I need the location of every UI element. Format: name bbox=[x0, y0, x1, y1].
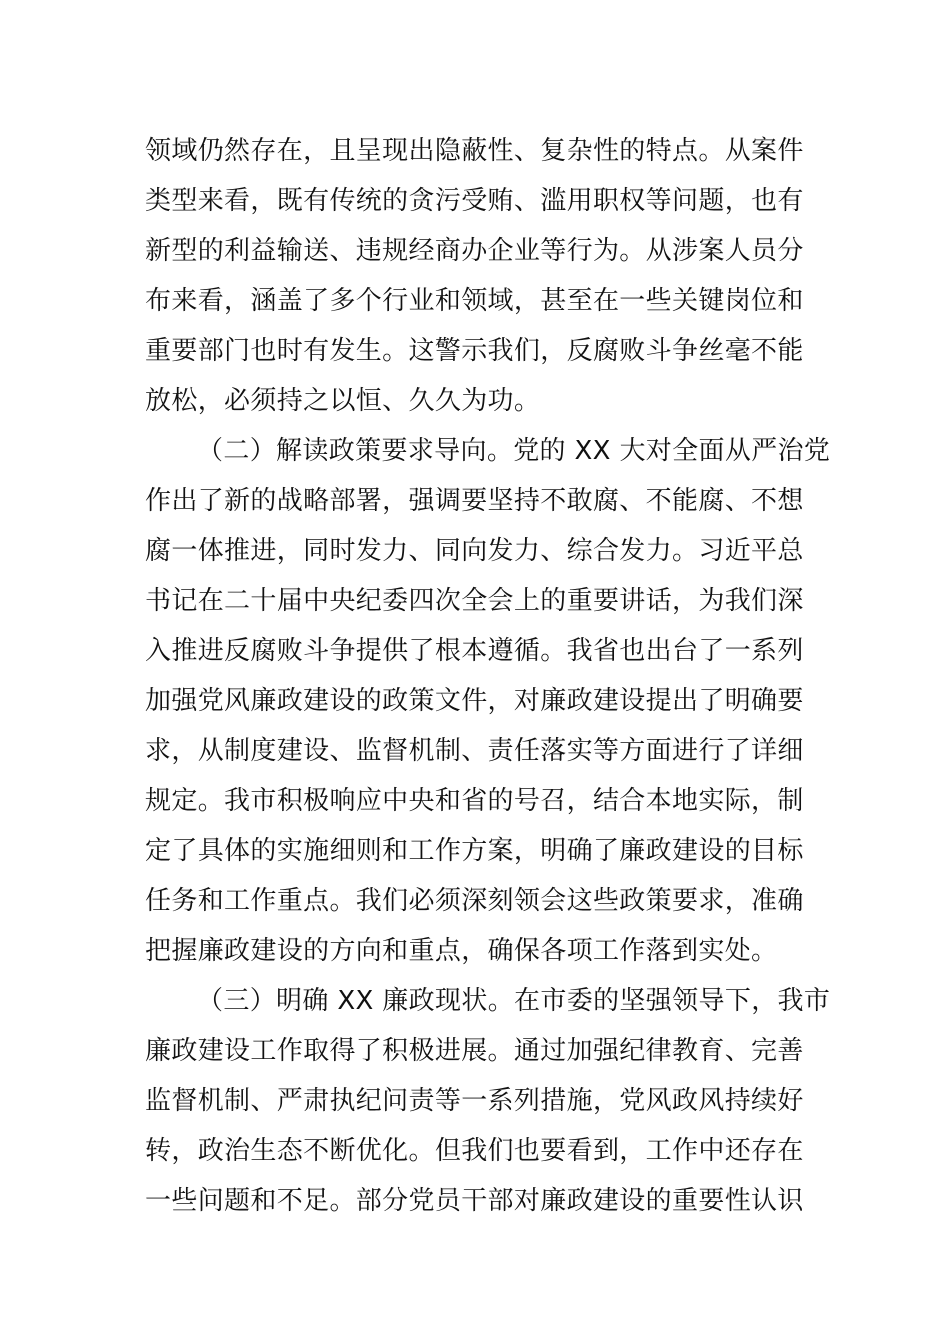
text-line: 定了具体的实施细则和工作方案，明确了廉政建设的目标 bbox=[145, 836, 804, 866]
text-line: 放松，必须持之以恒、久久为功。 bbox=[145, 386, 541, 416]
text-line: 布来看，涵盖了多个行业和领域，甚至在一些关键岗位和 bbox=[145, 286, 804, 316]
text-line: 把握廉政建设的方向和重点，确保各项工作落到实处。 bbox=[145, 936, 778, 966]
text-line: 加强党风廉政建设的政策文件，对廉政建设提出了明确要 bbox=[145, 686, 804, 716]
section-heading-line: （二）解读政策要求导向。党的 XX 大对全面从严治党 bbox=[197, 436, 831, 466]
text-line: 规定。我市积极响应中央和省的号召，结合本地实际，制 bbox=[145, 786, 804, 816]
text-line: 入推进反腐败斗争提供了根本遵循。我省也出台了一系列 bbox=[145, 636, 804, 666]
text-line: 领域仍然存在，且呈现出隐蔽性、复杂性的特点。从案件 bbox=[145, 136, 804, 166]
text-line: 廉政建设工作取得了积极进展。通过加强纪律教育、完善 bbox=[145, 1036, 804, 1066]
text-line: 新型的利益输送、违规经商办企业等行为。从涉案人员分 bbox=[145, 236, 804, 266]
text-line: 求，从制度建设、监督机制、责任落实等方面进行了详细 bbox=[145, 736, 804, 766]
section-heading-line: （三）明确 XX 廉政现状。在市委的坚强领导下，我市 bbox=[197, 986, 831, 1016]
text-line: 书记在二十届中央纪委四次全会上的重要讲话，为我们深 bbox=[145, 586, 804, 616]
text-line: 任务和工作重点。我们必须深刻领会这些政策要求，准确 bbox=[145, 886, 804, 916]
text-line: 转，政治生态不断优化。但我们也要看到，工作中还存在 bbox=[145, 1136, 804, 1166]
text-line: 作出了新的战略部署，强调要坚持不敢腐、不能腐、不想 bbox=[145, 486, 804, 516]
text-line: 一些问题和不足。部分党员干部对廉政建设的重要性认识 bbox=[145, 1186, 804, 1216]
text-line: 重要部门也时有发生。这警示我们，反腐败斗争丝毫不能 bbox=[145, 336, 804, 366]
text-line: 监督机制、严肃执纪问责等一系列措施，党风政风持续好 bbox=[145, 1086, 804, 1116]
text-line: 类型来看，既有传统的贪污受贿、滥用职权等问题，也有 bbox=[145, 186, 804, 216]
text-line: 腐一体推进，同时发力、同向发力、综合发力。习近平总 bbox=[145, 536, 804, 566]
